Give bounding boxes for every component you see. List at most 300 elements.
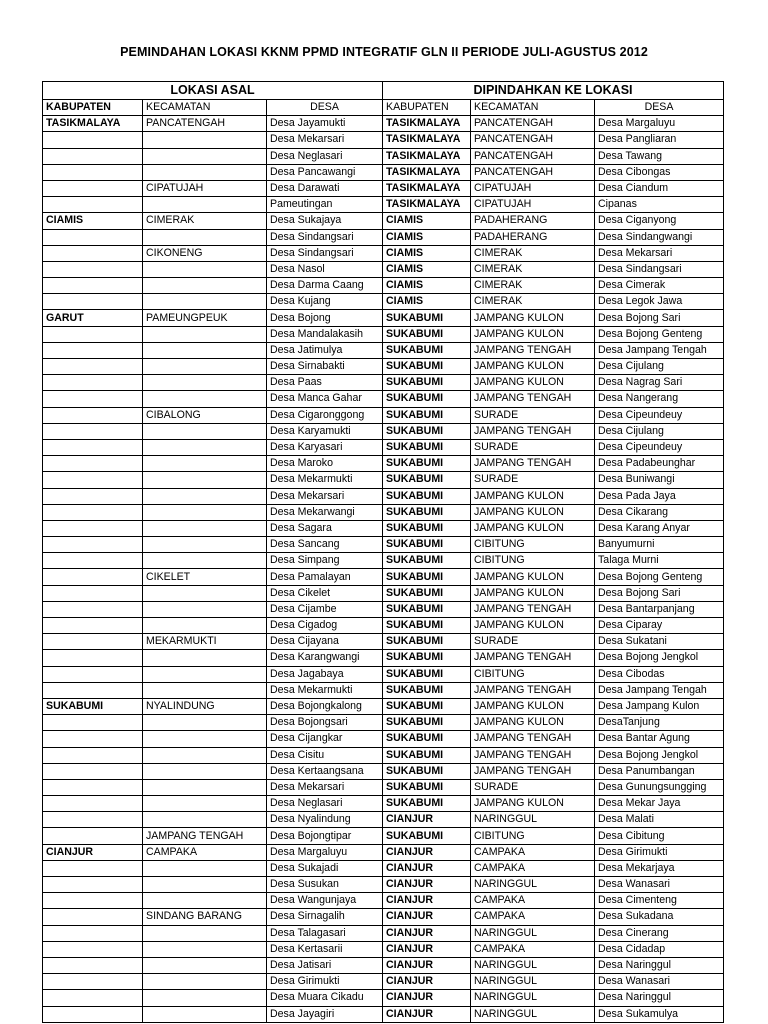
- cell-kabupaten-asal: CIANJUR: [43, 844, 143, 860]
- cell-kecamatan-asal: [143, 375, 267, 391]
- group-dipindahkan: DIPINDAHKAN KE LOKASI: [383, 82, 724, 100]
- cell-desa-tujuan: Desa Mekarsari: [595, 245, 724, 261]
- cell-desa-tujuan: Desa Ciandum: [595, 180, 724, 196]
- cell-kecamatan-tujuan: CIMERAK: [471, 261, 595, 277]
- cell-desa-asal: Desa Bojongsari: [267, 715, 383, 731]
- cell-kecamatan-tujuan: JAMPANG KULON: [471, 520, 595, 536]
- cell-desa-tujuan: Desa Bantarpanjang: [595, 601, 724, 617]
- table-row: [43, 359, 724, 375]
- cell-kabupaten-tujuan: TASIKMALAYA: [383, 180, 471, 196]
- cell-desa-tujuan: Desa Mekarjaya: [595, 860, 724, 876]
- cell-kabupaten-asal: SUKABUMI: [43, 698, 143, 714]
- table-row: [43, 488, 724, 504]
- cell-kabupaten-asal: [43, 569, 143, 585]
- cell-kecamatan-tujuan: SURADE: [471, 779, 595, 795]
- cell-kecamatan-asal: PAMEUNGPEUK: [143, 310, 267, 326]
- cell-desa-tujuan: Desa Karang Anyar: [595, 520, 724, 536]
- cell-kecamatan-tujuan: NARINGGUL: [471, 957, 595, 973]
- cell-kabupaten-tujuan: CIANJUR: [383, 990, 471, 1006]
- cell-kabupaten-tujuan: SUKABUMI: [383, 423, 471, 439]
- cell-desa-tujuan: Banyumurni: [595, 537, 724, 553]
- cell-desa-tujuan: Desa Wanasari: [595, 877, 724, 893]
- cell-kecamatan-tujuan: PANCATENGAH: [471, 164, 595, 180]
- table-row: [43, 310, 724, 326]
- cell-desa-asal: Desa Sancang: [267, 537, 383, 553]
- cell-desa-asal: Desa Jayagiri: [267, 1006, 383, 1022]
- cell-desa-asal: Desa Bojongkalong: [267, 698, 383, 714]
- cell-kabupaten-asal: [43, 245, 143, 261]
- cell-kabupaten-tujuan: TASIKMALAYA: [383, 132, 471, 148]
- cell-desa-tujuan: DesaTanjung: [595, 715, 724, 731]
- table-row: [43, 698, 724, 714]
- cell-kecamatan-asal: [143, 278, 267, 294]
- cell-kecamatan-tujuan: JAMPANG TENGAH: [471, 423, 595, 439]
- cell-kabupaten-asal: [43, 423, 143, 439]
- cell-desa-tujuan: Desa Sukatani: [595, 634, 724, 650]
- table-row: [43, 229, 724, 245]
- cell-kecamatan-asal: [143, 763, 267, 779]
- cell-desa-tujuan: Desa Gunungsungging: [595, 779, 724, 795]
- cell-kabupaten-asal: [43, 941, 143, 957]
- cell-desa-asal: Desa Manca Gahar: [267, 391, 383, 407]
- cell-kecamatan-tujuan: JAMPANG TENGAH: [471, 456, 595, 472]
- cell-kecamatan-tujuan: JAMPANG TENGAH: [471, 763, 595, 779]
- cell-kecamatan-tujuan: NARINGGUL: [471, 925, 595, 941]
- table-row: [43, 261, 724, 277]
- cell-kabupaten-tujuan: SUKABUMI: [383, 456, 471, 472]
- table-row: [43, 747, 724, 763]
- table-row: [43, 148, 724, 164]
- cell-kabupaten-tujuan: TASIKMALAYA: [383, 148, 471, 164]
- cell-desa-asal: Desa Mandalakasih: [267, 326, 383, 342]
- cell-kabupaten-tujuan: SUKABUMI: [383, 439, 471, 455]
- cell-kecamatan-asal: [143, 553, 267, 569]
- cell-desa-asal: Desa Simpang: [267, 553, 383, 569]
- cell-kabupaten-asal: [43, 472, 143, 488]
- cell-kabupaten-asal: [43, 601, 143, 617]
- table-row: [43, 877, 724, 893]
- table-row: [43, 844, 724, 860]
- cell-kecamatan-asal: [143, 439, 267, 455]
- cell-kecamatan-tujuan: CIMERAK: [471, 245, 595, 261]
- cell-desa-asal: Desa Muara Cikadu: [267, 990, 383, 1006]
- cell-kecamatan-asal: PANCATENGAH: [143, 116, 267, 132]
- cell-desa-asal: Desa Sindangsari: [267, 245, 383, 261]
- cell-kabupaten-asal: [43, 326, 143, 342]
- cell-kecamatan-asal: [143, 1006, 267, 1022]
- table-row: [43, 278, 724, 294]
- cell-kecamatan-asal: [143, 731, 267, 747]
- cell-desa-tujuan: Desa Malati: [595, 812, 724, 828]
- table-row: [43, 294, 724, 310]
- cell-kecamatan-asal: CIKONENG: [143, 245, 267, 261]
- cell-kabupaten-asal: [43, 456, 143, 472]
- cell-desa-asal: Desa Susukan: [267, 877, 383, 893]
- cell-kabupaten-tujuan: SUKABUMI: [383, 601, 471, 617]
- cell-desa-tujuan: Talaga Murni: [595, 553, 724, 569]
- cell-kecamatan-tujuan: PADAHERANG: [471, 213, 595, 229]
- cell-kabupaten-asal: [43, 796, 143, 812]
- cell-kabupaten-tujuan: SUKABUMI: [383, 359, 471, 375]
- cell-kecamatan-tujuan: SURADE: [471, 407, 595, 423]
- cell-desa-asal: Desa Darawati: [267, 180, 383, 196]
- cell-desa-asal: Desa Girimukti: [267, 974, 383, 990]
- cell-desa-asal: Desa Margaluyu: [267, 844, 383, 860]
- cell-kecamatan-asal: [143, 974, 267, 990]
- cell-kecamatan-tujuan: CIMERAK: [471, 278, 595, 294]
- cell-kecamatan-tujuan: CIPATUJAH: [471, 197, 595, 213]
- cell-desa-tujuan: Desa Cinerang: [595, 925, 724, 941]
- cell-kecamatan-asal: [143, 650, 267, 666]
- cell-desa-tujuan: Desa Cipeundeuy: [595, 439, 724, 455]
- table-row: [43, 763, 724, 779]
- cell-desa-tujuan: Desa Bojong Genteng: [595, 326, 724, 342]
- cell-desa-tujuan: Desa Jampang Tengah: [595, 342, 724, 358]
- header-kecamatan-asal: KECAMATAN: [143, 100, 267, 116]
- cell-kabupaten-asal: CIAMIS: [43, 213, 143, 229]
- table-row: [43, 925, 724, 941]
- table-row: [43, 860, 724, 876]
- cell-kecamatan-tujuan: JAMPANG KULON: [471, 585, 595, 601]
- cell-kabupaten-asal: [43, 812, 143, 828]
- cell-kabupaten-tujuan: SUKABUMI: [383, 650, 471, 666]
- table-row: [43, 197, 724, 213]
- cell-kecamatan-asal: [143, 779, 267, 795]
- cell-desa-asal: Desa Mekarsari: [267, 132, 383, 148]
- cell-desa-asal: Desa Cigadog: [267, 618, 383, 634]
- cell-kecamatan-tujuan: NARINGGUL: [471, 877, 595, 893]
- cell-kecamatan-tujuan: SURADE: [471, 472, 595, 488]
- cell-kabupaten-tujuan: SUKABUMI: [383, 326, 471, 342]
- cell-desa-asal: Desa Maroko: [267, 456, 383, 472]
- cell-desa-tujuan: Desa Cijulang: [595, 423, 724, 439]
- cell-kecamatan-asal: [143, 666, 267, 682]
- cell-kecamatan-asal: CIBALONG: [143, 407, 267, 423]
- cell-kabupaten-tujuan: SUKABUMI: [383, 472, 471, 488]
- cell-desa-asal: Desa Wangunjaya: [267, 893, 383, 909]
- group-header-row: [43, 82, 724, 100]
- table-row: [43, 634, 724, 650]
- cell-kabupaten-asal: [43, 634, 143, 650]
- cell-kabupaten-tujuan: SUKABUMI: [383, 763, 471, 779]
- table-row: [43, 585, 724, 601]
- cell-kecamatan-tujuan: CIMERAK: [471, 294, 595, 310]
- cell-desa-tujuan: Desa Bojong Jengkol: [595, 650, 724, 666]
- cell-desa-asal: Desa Paas: [267, 375, 383, 391]
- cell-kabupaten-asal: GARUT: [43, 310, 143, 326]
- cell-kecamatan-asal: [143, 877, 267, 893]
- table-row: [43, 941, 724, 957]
- cell-kabupaten-asal: [43, 957, 143, 973]
- cell-desa-asal: Desa Cikelet: [267, 585, 383, 601]
- cell-desa-tujuan: Desa Padabeunghar: [595, 456, 724, 472]
- cell-kabupaten-asal: [43, 925, 143, 941]
- cell-kabupaten-asal: [43, 197, 143, 213]
- cell-kabupaten-asal: [43, 229, 143, 245]
- cell-kecamatan-tujuan: CIBITUNG: [471, 553, 595, 569]
- cell-kabupaten-asal: [43, 504, 143, 520]
- cell-desa-asal: Desa Sirnagalih: [267, 909, 383, 925]
- cell-kabupaten-tujuan: SUKABUMI: [383, 375, 471, 391]
- cell-kabupaten-tujuan: CIANJUR: [383, 1006, 471, 1022]
- cell-kecamatan-asal: [143, 537, 267, 553]
- table-row: [43, 650, 724, 666]
- cell-kecamatan-tujuan: JAMPANG KULON: [471, 359, 595, 375]
- cell-desa-tujuan: Desa Ciganyong: [595, 213, 724, 229]
- cell-kabupaten-asal: [43, 342, 143, 358]
- cell-desa-tujuan: Desa Cidadap: [595, 941, 724, 957]
- cell-kecamatan-asal: [143, 682, 267, 698]
- cell-kabupaten-asal: [43, 779, 143, 795]
- cell-kabupaten-asal: [43, 909, 143, 925]
- cell-kabupaten-tujuan: SUKABUMI: [383, 585, 471, 601]
- cell-kecamatan-tujuan: PANCATENGAH: [471, 148, 595, 164]
- cell-desa-tujuan: Desa Bantar Agung: [595, 731, 724, 747]
- cell-desa-asal: Desa Neglasari: [267, 148, 383, 164]
- cell-kecamatan-tujuan: JAMPANG KULON: [471, 375, 595, 391]
- cell-kecamatan-tujuan: CAMPAKA: [471, 860, 595, 876]
- cell-desa-tujuan: Desa Sindangsari: [595, 261, 724, 277]
- cell-kecamatan-tujuan: JAMPANG TENGAH: [471, 682, 595, 698]
- cell-desa-asal: Desa Cigaronggong: [267, 407, 383, 423]
- cell-kecamatan-tujuan: PANCATENGAH: [471, 116, 595, 132]
- cell-kabupaten-tujuan: SUKABUMI: [383, 747, 471, 763]
- cell-kecamatan-asal: [143, 747, 267, 763]
- cell-kabupaten-tujuan: CIAMIS: [383, 278, 471, 294]
- cell-kecamatan-asal: [143, 261, 267, 277]
- cell-kecamatan-tujuan: JAMPANG KULON: [471, 326, 595, 342]
- cell-kabupaten-tujuan: CIAMIS: [383, 261, 471, 277]
- cell-kabupaten-tujuan: CIAMIS: [383, 245, 471, 261]
- cell-kabupaten-tujuan: CIANJUR: [383, 877, 471, 893]
- table-row: [43, 342, 724, 358]
- cell-kabupaten-asal: [43, 974, 143, 990]
- cell-desa-tujuan: Desa Bojong Sari: [595, 585, 724, 601]
- cell-desa-tujuan: Desa Sindangwangi: [595, 229, 724, 245]
- cell-kabupaten-tujuan: SUKABUMI: [383, 569, 471, 585]
- cell-kecamatan-asal: CIMERAK: [143, 213, 267, 229]
- cell-kecamatan-asal: [143, 391, 267, 407]
- cell-kabupaten-asal: [43, 618, 143, 634]
- cell-desa-tujuan: Desa Ciparay: [595, 618, 724, 634]
- cell-kabupaten-asal: [43, 990, 143, 1006]
- cell-desa-tujuan: Desa Margaluyu: [595, 116, 724, 132]
- cell-kabupaten-tujuan: SUKABUMI: [383, 407, 471, 423]
- cell-kecamatan-asal: [143, 585, 267, 601]
- cell-desa-asal: Desa Mekarmukti: [267, 472, 383, 488]
- cell-desa-asal: Desa Mekarsari: [267, 779, 383, 795]
- cell-kecamatan-asal: [143, 197, 267, 213]
- cell-kabupaten-tujuan: SUKABUMI: [383, 634, 471, 650]
- cell-kecamatan-tujuan: CIPATUJAH: [471, 180, 595, 196]
- cell-kecamatan-tujuan: CIBITUNG: [471, 828, 595, 844]
- cell-kabupaten-asal: [43, 682, 143, 698]
- cell-kecamatan-tujuan: JAMPANG TENGAH: [471, 601, 595, 617]
- cell-desa-asal: Desa Cijambe: [267, 601, 383, 617]
- cell-desa-asal: Desa Nyalindung: [267, 812, 383, 828]
- cell-kabupaten-asal: [43, 439, 143, 455]
- cell-desa-asal: Desa Jagabaya: [267, 666, 383, 682]
- table-row: [43, 504, 724, 520]
- table-row: [43, 456, 724, 472]
- cell-kecamatan-tujuan: JAMPANG KULON: [471, 488, 595, 504]
- cell-kabupaten-asal: [43, 747, 143, 763]
- cell-desa-asal: Desa Darma Caang: [267, 278, 383, 294]
- cell-kecamatan-asal: CIPATUJAH: [143, 180, 267, 196]
- cell-kabupaten-tujuan: CIAMIS: [383, 213, 471, 229]
- cell-kecamatan-asal: [143, 520, 267, 536]
- cell-kabupaten-asal: [43, 375, 143, 391]
- cell-desa-asal: Desa Kujang: [267, 294, 383, 310]
- cell-desa-asal: Desa Sindangsari: [267, 229, 383, 245]
- cell-kabupaten-tujuan: CIANJUR: [383, 893, 471, 909]
- table-row: [43, 569, 724, 585]
- cell-kabupaten-asal: [43, 650, 143, 666]
- cell-kabupaten-tujuan: SUKABUMI: [383, 715, 471, 731]
- table-row: [43, 909, 724, 925]
- cell-kecamatan-asal: [143, 941, 267, 957]
- cell-kabupaten-tujuan: CIANJUR: [383, 974, 471, 990]
- cell-kabupaten-tujuan: CIANJUR: [383, 957, 471, 973]
- cell-kecamatan-tujuan: JAMPANG KULON: [471, 698, 595, 714]
- cell-kecamatan-asal: [143, 456, 267, 472]
- cell-kabupaten-asal: [43, 164, 143, 180]
- cell-kabupaten-tujuan: SUKABUMI: [383, 731, 471, 747]
- cell-kecamatan-asal: [143, 715, 267, 731]
- cell-desa-tujuan: Desa Bojong Genteng: [595, 569, 724, 585]
- cell-kabupaten-tujuan: SUKABUMI: [383, 342, 471, 358]
- cell-desa-tujuan: Desa Tawang: [595, 148, 724, 164]
- cell-kabupaten-tujuan: SUKABUMI: [383, 391, 471, 407]
- table-row: [43, 180, 724, 196]
- cell-kecamatan-tujuan: PADAHERANG: [471, 229, 595, 245]
- cell-kecamatan-tujuan: PANCATENGAH: [471, 132, 595, 148]
- relocation-table: [42, 81, 724, 1023]
- cell-desa-tujuan: Desa Buniwangi: [595, 472, 724, 488]
- column-header-row: [43, 100, 724, 116]
- table-row: [43, 537, 724, 553]
- cell-kecamatan-asal: NYALINDUNG: [143, 698, 267, 714]
- cell-desa-asal: Desa Jatimulya: [267, 342, 383, 358]
- cell-kabupaten-asal: [43, 359, 143, 375]
- table-row: [43, 116, 724, 132]
- cell-kabupaten-tujuan: SUKABUMI: [383, 796, 471, 812]
- cell-kabupaten-asal: [43, 294, 143, 310]
- cell-desa-tujuan: Desa Bojong Sari: [595, 310, 724, 326]
- table-row: [43, 375, 724, 391]
- cell-desa-tujuan: Desa Cimenteng: [595, 893, 724, 909]
- cell-kabupaten-tujuan: CIANJUR: [383, 812, 471, 828]
- cell-kecamatan-asal: [143, 990, 267, 1006]
- cell-kecamatan-tujuan: JAMPANG KULON: [471, 310, 595, 326]
- cell-desa-tujuan: Desa Cikarang: [595, 504, 724, 520]
- table-row: [43, 618, 724, 634]
- cell-kecamatan-asal: [143, 164, 267, 180]
- cell-kecamatan-asal: [143, 812, 267, 828]
- table-row: [43, 439, 724, 455]
- cell-kecamatan-asal: CAMPAKA: [143, 844, 267, 860]
- table-row: [43, 326, 724, 342]
- cell-kecamatan-asal: [143, 601, 267, 617]
- header-kabupaten-tujuan: KABUPATEN: [383, 100, 471, 116]
- cell-kabupaten-asal: [43, 278, 143, 294]
- cell-kabupaten-tujuan: CIAMIS: [383, 229, 471, 245]
- cell-kabupaten-asal: [43, 666, 143, 682]
- cell-kecamatan-tujuan: NARINGGUL: [471, 990, 595, 1006]
- cell-kecamatan-tujuan: JAMPANG KULON: [471, 504, 595, 520]
- table-row: [43, 990, 724, 1006]
- header-kabupaten-asal: KABUPATEN: [43, 100, 143, 116]
- table-row: [43, 893, 724, 909]
- cell-kecamatan-asal: [143, 229, 267, 245]
- cell-kabupaten-asal: [43, 731, 143, 747]
- cell-desa-tujuan: Desa Cipeundeuy: [595, 407, 724, 423]
- cell-kabupaten-tujuan: SUKABUMI: [383, 310, 471, 326]
- cell-kabupaten-tujuan: SUKABUMI: [383, 698, 471, 714]
- cell-desa-asal: Desa Sirnabakti: [267, 359, 383, 375]
- table-row: [43, 407, 724, 423]
- cell-desa-asal: Desa Talagasari: [267, 925, 383, 941]
- cell-kabupaten-asal: [43, 763, 143, 779]
- cell-kecamatan-tujuan: NARINGGUL: [471, 812, 595, 828]
- cell-kabupaten-asal: [43, 828, 143, 844]
- cell-kecamatan-tujuan: SURADE: [471, 634, 595, 650]
- table-row: [43, 666, 724, 682]
- cell-desa-tujuan: Desa Naringgul: [595, 957, 724, 973]
- cell-kecamatan-asal: [143, 893, 267, 909]
- table-row: [43, 1006, 724, 1022]
- table-row: [43, 779, 724, 795]
- cell-kecamatan-asal: [143, 472, 267, 488]
- cell-kecamatan-asal: [143, 957, 267, 973]
- table-row: [43, 245, 724, 261]
- cell-kecamatan-asal: MEKARMUKTI: [143, 634, 267, 650]
- cell-desa-asal: Desa Mekarsari: [267, 488, 383, 504]
- cell-kecamatan-asal: [143, 618, 267, 634]
- table-row: [43, 715, 724, 731]
- table-row: [43, 391, 724, 407]
- cell-kabupaten-asal: TASIKMALAYA: [43, 116, 143, 132]
- cell-desa-tujuan: Desa Jampang Tengah: [595, 682, 724, 698]
- cell-desa-asal: Desa Sagara: [267, 520, 383, 536]
- cell-desa-tujuan: Desa Pada Jaya: [595, 488, 724, 504]
- cell-kecamatan-asal: [143, 925, 267, 941]
- cell-kecamatan-asal: [143, 860, 267, 876]
- table-row: [43, 423, 724, 439]
- cell-desa-tujuan: Desa Sukadana: [595, 909, 724, 925]
- cell-desa-asal: Desa Nasol: [267, 261, 383, 277]
- cell-desa-tujuan: Desa Cibitung: [595, 828, 724, 844]
- cell-kecamatan-asal: SINDANG BARANG: [143, 909, 267, 925]
- cell-kecamatan-asal: [143, 488, 267, 504]
- cell-desa-tujuan: Desa Panumbangan: [595, 763, 724, 779]
- cell-desa-asal: Desa Sukajadi: [267, 860, 383, 876]
- cell-kecamatan-asal: [143, 132, 267, 148]
- cell-desa-asal: Desa Cisitu: [267, 747, 383, 763]
- cell-kabupaten-asal: [43, 132, 143, 148]
- cell-desa-tujuan: Desa Legok Jawa: [595, 294, 724, 310]
- cell-kabupaten-tujuan: CIANJUR: [383, 909, 471, 925]
- cell-kabupaten-asal: [43, 180, 143, 196]
- cell-kecamatan-tujuan: CAMPAKA: [471, 909, 595, 925]
- cell-kecamatan-tujuan: CIBITUNG: [471, 666, 595, 682]
- cell-kabupaten-tujuan: SUKABUMI: [383, 520, 471, 536]
- cell-kecamatan-asal: [143, 342, 267, 358]
- cell-kabupaten-tujuan: SUKABUMI: [383, 618, 471, 634]
- header-desa-tujuan: DESA: [595, 100, 724, 116]
- table-row: [43, 828, 724, 844]
- cell-desa-tujuan: Desa Mekar Jaya: [595, 796, 724, 812]
